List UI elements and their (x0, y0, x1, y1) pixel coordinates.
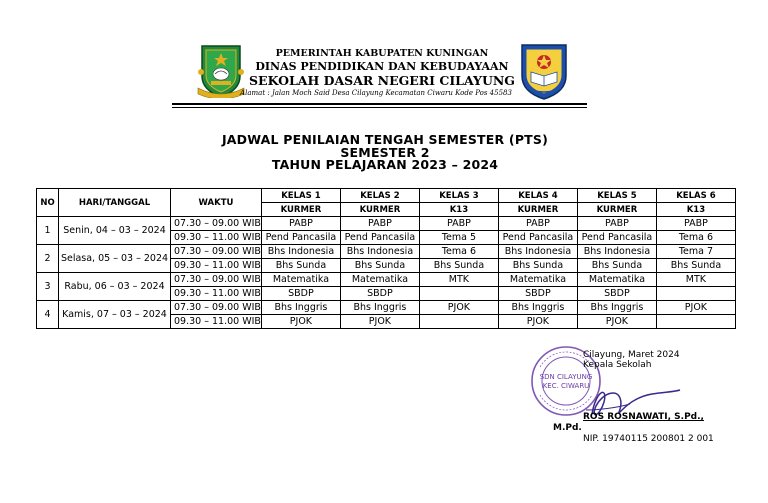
subject-cell (656, 287, 735, 301)
row-time: 09.30 – 11.00 WIB (171, 259, 262, 273)
subject-cell: Pend Pancasila (340, 231, 419, 245)
subject-cell (419, 287, 498, 301)
subject-cell: PABP (261, 217, 340, 231)
subject-cell: Tema 7 (656, 245, 735, 259)
document-title (180, 134, 590, 172)
row-time: 07.30 – 09.00 WIB (171, 245, 262, 259)
subject-cell: Bhs Indonesia (577, 245, 656, 259)
header-no: NO (37, 189, 59, 217)
subject-cell: PABP (577, 217, 656, 231)
title-line-1: JADWAL PENILAIAN TENGAH SEMESTER (PTS) (221, 132, 549, 147)
subject-cell: PABP (419, 217, 498, 231)
row-no: 4 (37, 301, 59, 329)
letterhead-rule-thick (172, 103, 587, 105)
table-row (37, 217, 736, 231)
subject-cell: Pend Pancasila (577, 231, 656, 245)
header-curriculum: KURMER (261, 203, 340, 217)
subject-cell: PJOK (498, 315, 577, 329)
title-line-3: TAHUN PELAJARAN 2023 – 2024 (271, 157, 499, 172)
row-date: Rabu, 06 – 03 – 2024 (59, 273, 171, 301)
subject-cell (656, 315, 735, 329)
subject-cell: Bhs Inggris (340, 301, 419, 315)
header-class: KELAS 2 (340, 189, 419, 203)
subject-cell: MTK (419, 273, 498, 287)
letterhead-government: PEMERINTAH KABUPATEN KUNINGAN (275, 48, 489, 59)
subject-cell: Bhs Indonesia (340, 245, 419, 259)
header-curriculum: K13 (656, 203, 735, 217)
signature-degree: M.Pd. (553, 423, 582, 433)
subject-cell: Matematika (577, 273, 656, 287)
signature-name: ROS ROSNAWATI, S.Pd., (583, 412, 704, 422)
subject-cell: Pend Pancasila (261, 231, 340, 245)
letterhead (240, 48, 518, 98)
table-header-row (37, 189, 736, 203)
letterhead-rule-thin (172, 107, 587, 108)
header-class: KELAS 5 (577, 189, 656, 203)
header-curriculum: K13 (419, 203, 498, 217)
row-no: 1 (37, 217, 59, 245)
subject-cell: SBDP (577, 287, 656, 301)
subject-cell: PJOK (261, 315, 340, 329)
subject-cell: Matematika (498, 273, 577, 287)
header-curriculum: KURMER (340, 203, 419, 217)
subject-cell: Bhs Sunda (577, 259, 656, 273)
subject-cell: SBDP (340, 287, 419, 301)
row-time: 07.30 – 09.00 WIB (171, 301, 262, 315)
header-curriculum: KURMER (498, 203, 577, 217)
subject-cell: SBDP (261, 287, 340, 301)
subject-cell: Bhs Sunda (419, 259, 498, 273)
subject-cell: MTK (656, 273, 735, 287)
header-time: WAKTU (171, 189, 262, 217)
subject-cell (419, 315, 498, 329)
subject-cell: PABP (656, 217, 735, 231)
row-date: Kamis, 07 – 03 – 2024 (59, 301, 171, 329)
svg-text:KEC. CIWARU: KEC. CIWARU (542, 382, 590, 390)
header-day: HARI/TANGGAL (59, 189, 171, 217)
subject-cell: Bhs Inggris (577, 301, 656, 315)
header-class: KELAS 1 (261, 189, 340, 203)
header-curriculum: KURMER (577, 203, 656, 217)
subject-cell: PJOK (419, 301, 498, 315)
subject-cell: PJOK (577, 315, 656, 329)
subject-cell: PJOK (656, 301, 735, 315)
subject-cell: Matematika (340, 273, 419, 287)
education-department-emblem-icon (519, 42, 569, 100)
row-no: 2 (37, 245, 59, 273)
row-time: 07.30 – 09.00 WIB (171, 273, 262, 287)
subject-cell: Matematika (261, 273, 340, 287)
header-class: KELAS 6 (656, 189, 735, 203)
exam-schedule-table (36, 188, 736, 329)
letterhead-school: SEKOLAH DASAR NEGERI CILAYUNG (249, 73, 515, 88)
subject-cell: Tema 5 (419, 231, 498, 245)
row-time: 07.30 – 09.00 WIB (171, 217, 262, 231)
table-row (37, 301, 736, 315)
subject-cell: Bhs Sunda (498, 259, 577, 273)
subject-cell: Bhs Indonesia (261, 245, 340, 259)
subject-cell: PABP (498, 217, 577, 231)
svg-text:SDN CILAYUNG: SDN CILAYUNG (539, 373, 593, 381)
table-row (37, 245, 736, 259)
subject-cell: Pend Pancasila (498, 231, 577, 245)
subject-cell: Bhs Sunda (340, 259, 419, 273)
letterhead-address: Alamat : Jalan Moch Said Desa Cilayung Kecamatan Ciwaru Kode Pos 45583 (240, 89, 512, 97)
signature-role: Kepala Sekolah (583, 360, 652, 370)
subject-cell: Bhs Sunda (261, 259, 340, 273)
subject-cell: Tema 6 (656, 231, 735, 245)
row-time: 09.30 – 11.00 WIB (171, 231, 262, 245)
table-row (37, 273, 736, 287)
letterhead-department: DINAS PENDIDIKAN DAN KEBUDAYAAN (255, 60, 509, 73)
row-date: Senin, 04 – 03 – 2024 (59, 217, 171, 245)
row-time: 09.30 – 11.00 WIB (171, 315, 262, 329)
signature-place-date: Cilayung, Maret 2024 (583, 350, 680, 360)
subject-cell: Tema 6 (419, 245, 498, 259)
header-class: KELAS 3 (419, 189, 498, 203)
subject-cell: Bhs Indonesia (498, 245, 577, 259)
subject-cell: PJOK (340, 315, 419, 329)
row-time: 09.30 – 11.00 WIB (171, 287, 262, 301)
subject-cell: Bhs Inggris (498, 301, 577, 315)
subject-cell: Bhs Sunda (656, 259, 735, 273)
subject-cell: Bhs Inggris (261, 301, 340, 315)
row-date: Selasa, 05 – 03 – 2024 (59, 245, 171, 273)
title-line-2: SEMESTER 2 (340, 144, 430, 160)
signature-nip: NIP. 19740115 200801 2 001 (583, 434, 714, 444)
subject-cell: SBDP (498, 287, 577, 301)
row-no: 3 (37, 273, 59, 301)
subject-cell: PABP (340, 217, 419, 231)
header-class: KELAS 4 (498, 189, 577, 203)
